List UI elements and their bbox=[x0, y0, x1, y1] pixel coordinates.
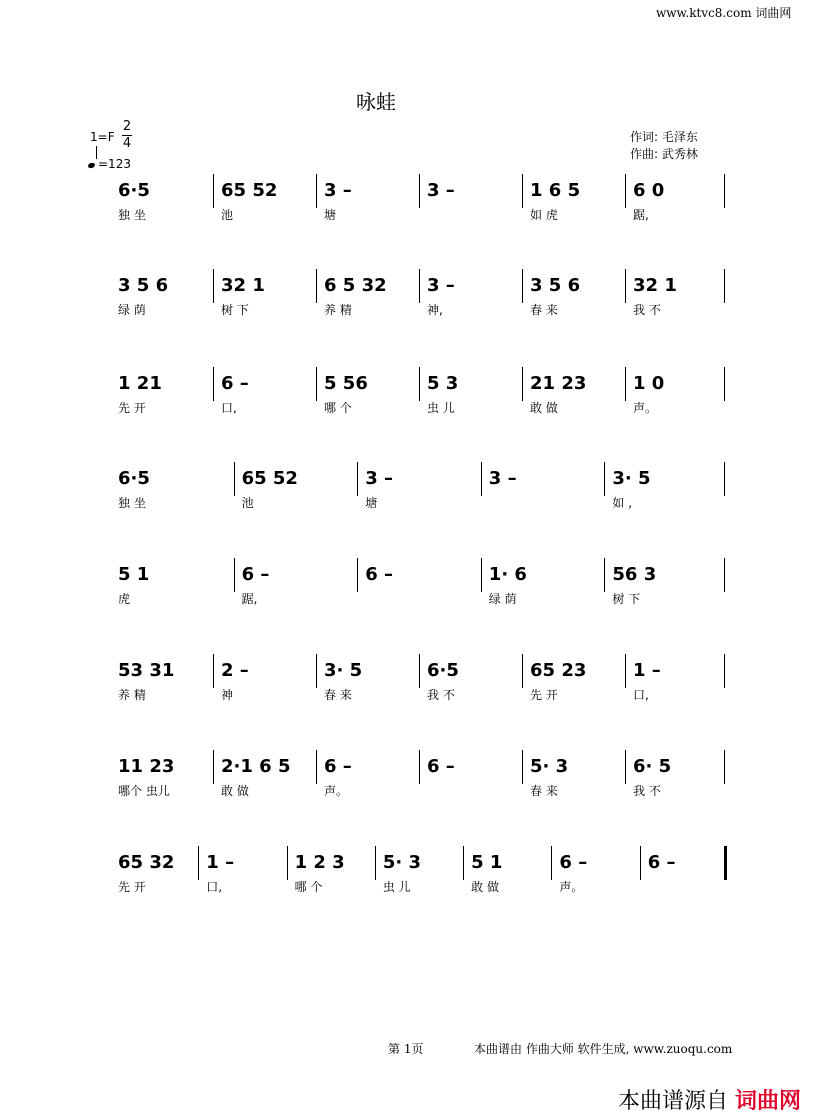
measure-lyrics: 先 开 bbox=[118, 880, 146, 894]
barline bbox=[724, 750, 725, 784]
measure-lyrics: 口, bbox=[206, 880, 223, 894]
barline bbox=[419, 654, 420, 688]
measure-lyrics: 敢 做 bbox=[221, 784, 249, 798]
measure-lyrics: 塘 bbox=[324, 208, 337, 222]
composer-credit: 作曲: 武秀林 bbox=[630, 147, 698, 161]
barline bbox=[522, 654, 523, 688]
barline bbox=[316, 174, 317, 208]
barline bbox=[625, 174, 626, 208]
barline bbox=[287, 846, 288, 880]
measure-lyrics: 独 坐 bbox=[118, 208, 146, 222]
measure-notes: 1 – bbox=[206, 852, 235, 873]
measure-lyrics: 绿 荫 bbox=[118, 303, 146, 317]
measure-notes: 56 3 bbox=[612, 564, 657, 585]
measure-lyrics: 树 下 bbox=[221, 303, 249, 317]
measure-notes: 65 52 bbox=[241, 468, 298, 489]
measure-lyrics: 神 bbox=[221, 688, 234, 702]
measure-notes: 6 – bbox=[427, 756, 455, 777]
measure-lyrics: 踞, bbox=[241, 592, 258, 606]
barline bbox=[375, 846, 376, 880]
measure-notes: 11 23 bbox=[118, 756, 175, 777]
measure-lyrics: 口, bbox=[633, 688, 649, 702]
barline bbox=[724, 462, 725, 496]
measure-lyrics: 春 来 bbox=[530, 784, 558, 798]
quarter-note-icon bbox=[87, 162, 95, 169]
measure-lyrics: 养 精 bbox=[118, 688, 146, 702]
measure-notes: 6 – bbox=[221, 373, 249, 394]
time-sig-top: 2 bbox=[122, 119, 132, 134]
barline bbox=[522, 269, 523, 303]
measure-notes: 3 – bbox=[427, 275, 455, 296]
measure-notes: 6·5 bbox=[427, 660, 459, 681]
barline bbox=[625, 367, 626, 401]
barline bbox=[357, 558, 358, 592]
measure-lyrics: 虫 儿 bbox=[382, 880, 411, 894]
tempo-marking bbox=[88, 157, 131, 171]
barline bbox=[481, 558, 482, 592]
measure-notes: 3 5 6 bbox=[118, 275, 169, 296]
barline bbox=[724, 558, 725, 592]
measure-notes: 6 – bbox=[241, 564, 270, 585]
barline bbox=[357, 462, 358, 496]
measure-lyrics: 树 下 bbox=[612, 592, 641, 606]
barline bbox=[481, 462, 482, 496]
measure-notes: 6·5 bbox=[118, 468, 150, 489]
measure-notes: 65 32 bbox=[118, 852, 175, 873]
barline bbox=[419, 367, 420, 401]
measure-notes: 5 3 bbox=[427, 373, 459, 394]
barline bbox=[463, 846, 464, 880]
measure-notes: 1 2 3 bbox=[294, 852, 345, 873]
measure-lyrics: 虫 儿 bbox=[427, 401, 455, 415]
barline bbox=[213, 654, 214, 688]
measure-notes: 6 – bbox=[559, 852, 588, 873]
measure-lyrics: 独 坐 bbox=[118, 496, 146, 510]
barline bbox=[625, 750, 626, 784]
brand-prefix: 本曲谱源自 bbox=[617, 1089, 728, 1114]
barline bbox=[604, 558, 605, 592]
barline bbox=[724, 367, 725, 401]
measure-notes: 5 56 bbox=[324, 373, 368, 394]
barline bbox=[234, 462, 235, 496]
time-signature bbox=[122, 120, 132, 151]
measure-notes: 6 – bbox=[365, 564, 393, 585]
barline bbox=[724, 174, 725, 208]
measure-lyrics: 先 开 bbox=[530, 688, 558, 702]
barline bbox=[316, 654, 317, 688]
measure-notes: 3 – bbox=[365, 468, 393, 489]
measure-lyrics: 春 来 bbox=[530, 303, 558, 317]
measure-lyrics: 先 开 bbox=[118, 401, 146, 415]
barline bbox=[316, 367, 317, 401]
measure-lyrics: 踞, bbox=[633, 208, 649, 222]
barline bbox=[604, 462, 605, 496]
site-header: www.ktvc8.com 词曲网 bbox=[656, 6, 792, 20]
measure-lyrics: 我 不 bbox=[633, 303, 661, 317]
measure-notes: 32 1 bbox=[633, 275, 677, 296]
barline bbox=[316, 269, 317, 303]
measure-notes: 21 23 bbox=[530, 373, 587, 394]
footer-page: 第 1页 bbox=[388, 1042, 424, 1056]
measure-notes: 3 – bbox=[427, 180, 455, 201]
measure-notes: 3· 5 bbox=[324, 660, 363, 681]
measure-lyrics: 养 精 bbox=[324, 303, 352, 317]
lyricist-credit: 作词: 毛泽东 bbox=[630, 130, 698, 144]
barline bbox=[724, 654, 725, 688]
barline bbox=[213, 269, 214, 303]
measure-lyrics: 敢 做 bbox=[471, 880, 499, 894]
barline bbox=[198, 846, 199, 880]
measure-notes: 3 – bbox=[324, 180, 352, 201]
tempo-value: =123 bbox=[98, 157, 131, 171]
brand-name: 词曲网 bbox=[734, 1089, 801, 1114]
measure-notes: 6·5 bbox=[118, 180, 150, 201]
barline bbox=[625, 654, 626, 688]
measure-lyrics: 如 , bbox=[612, 496, 633, 510]
measure-notes: 65 23 bbox=[530, 660, 587, 681]
measure-lyrics: 口, bbox=[221, 401, 237, 415]
measure-lyrics: 神, bbox=[427, 303, 443, 317]
measure-lyrics: 如 虎 bbox=[530, 208, 558, 222]
measure-notes: 1· 6 bbox=[488, 564, 527, 585]
barline bbox=[625, 269, 626, 303]
final-barline bbox=[724, 846, 727, 880]
measure-notes: 5· 3 bbox=[382, 852, 421, 873]
measure-notes: 1 21 bbox=[118, 373, 162, 394]
measure-lyrics: 哪 个 bbox=[324, 401, 352, 415]
barline bbox=[419, 269, 420, 303]
measure-lyrics: 我 不 bbox=[427, 688, 455, 702]
measure-lyrics: 我 不 bbox=[633, 784, 661, 798]
measure-lyrics: 声。 bbox=[633, 401, 658, 415]
measure-notes: 2 – bbox=[221, 660, 249, 681]
measure-notes: 3 5 6 bbox=[530, 275, 581, 296]
measure-lyrics: 春 来 bbox=[324, 688, 352, 702]
measure-notes: 5 1 bbox=[471, 852, 503, 873]
barline bbox=[522, 174, 523, 208]
key-signature: 1=F bbox=[90, 130, 115, 144]
measure-notes: 3· 5 bbox=[612, 468, 651, 489]
measure-lyrics: 哪 个 bbox=[294, 880, 323, 894]
measure-notes: 1 6 5 bbox=[530, 180, 581, 201]
barline bbox=[213, 750, 214, 784]
measure-notes: 6 0 bbox=[633, 180, 665, 201]
measure-notes: 65 52 bbox=[221, 180, 278, 201]
barline bbox=[724, 269, 725, 303]
measure-notes: 6 5 32 bbox=[324, 275, 387, 296]
measure-notes: 32 1 bbox=[221, 275, 265, 296]
measure-lyrics: 哪个 虫儿 bbox=[118, 784, 170, 798]
measure-lyrics: 虎 bbox=[118, 592, 131, 606]
barline bbox=[419, 174, 420, 208]
measure-lyrics: 池 bbox=[221, 208, 234, 222]
barline bbox=[213, 174, 214, 208]
barline bbox=[522, 750, 523, 784]
measure-notes: 5· 3 bbox=[530, 756, 569, 777]
brand bbox=[618, 1084, 801, 1115]
measure-notes: 1 0 bbox=[633, 373, 665, 394]
barline bbox=[640, 846, 641, 880]
measure-notes: 2·1 6 5 bbox=[221, 756, 291, 777]
measure-notes: 1 – bbox=[633, 660, 661, 681]
barline bbox=[234, 558, 235, 592]
measure-lyrics: 绿 荫 bbox=[488, 592, 517, 606]
barline bbox=[316, 750, 317, 784]
measure-notes: 6 – bbox=[647, 852, 676, 873]
page-title: 咏蛙 bbox=[356, 90, 396, 114]
measure-notes: 6· 5 bbox=[633, 756, 672, 777]
measure-notes: 5 1 bbox=[118, 564, 150, 585]
barline bbox=[213, 367, 214, 401]
measure-notes: 53 31 bbox=[118, 660, 175, 681]
measure-lyrics: 池 bbox=[241, 496, 254, 510]
measure-lyrics: 敢 做 bbox=[530, 401, 558, 415]
barline bbox=[551, 846, 552, 880]
measure-notes: 6 – bbox=[324, 756, 352, 777]
measure-lyrics: 塘 bbox=[365, 496, 378, 510]
measure-notes: 3 – bbox=[488, 468, 517, 489]
measure-lyrics: 声。 bbox=[559, 880, 584, 894]
footer-text: 本曲谱由 作曲大师 软件生成, www.zuoqu.com bbox=[474, 1042, 733, 1056]
barline bbox=[419, 750, 420, 784]
barline bbox=[522, 367, 523, 401]
time-sig-bottom: 4 bbox=[122, 136, 132, 151]
measure-lyrics: 声。 bbox=[324, 784, 349, 798]
